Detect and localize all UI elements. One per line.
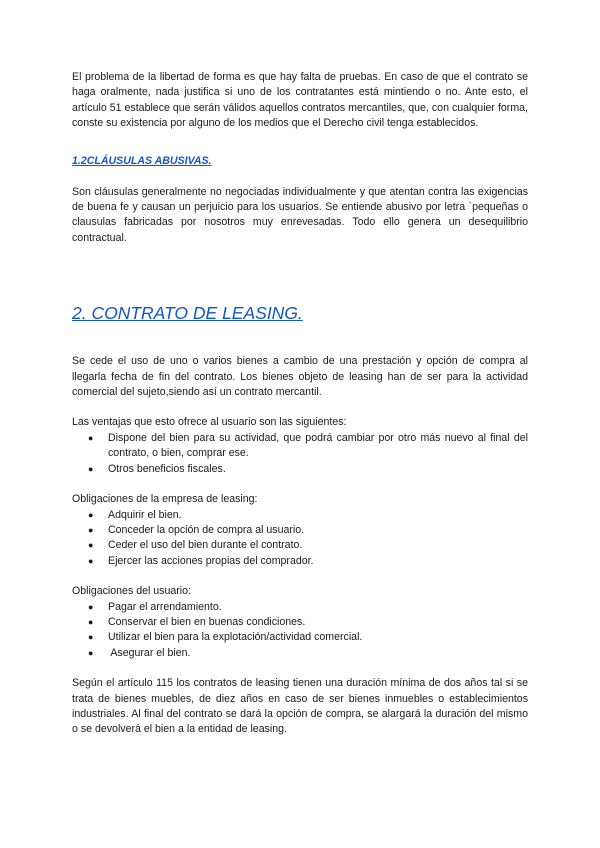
list-item-text: Asegurar el bien. xyxy=(108,646,191,659)
document-page xyxy=(72,70,528,738)
list-item-text: Ejercer las acciones propias del comprador. xyxy=(108,554,314,567)
bullet-icon: ● xyxy=(88,616,94,627)
bullet-icon: ● xyxy=(88,509,94,520)
bullet-icon: ● xyxy=(88,601,94,612)
list-item xyxy=(72,554,528,569)
ventajas-intro: Las ventajas que esto ofrece al usuario son las siguientes: xyxy=(72,416,347,429)
list-item-text: Adquirir el bien. xyxy=(108,508,182,521)
obligaciones-usuario-list xyxy=(72,600,528,662)
bullet-icon: ● xyxy=(88,432,94,443)
list-item xyxy=(72,600,528,615)
list-item xyxy=(72,431,528,462)
obligaciones-empresa-intro: Obligaciones de la empresa de leasing: xyxy=(72,493,258,506)
obligaciones-usuario-intro: Obligaciones del usuario: xyxy=(72,585,191,598)
list-item xyxy=(72,646,528,661)
list-item xyxy=(72,538,528,553)
list-item xyxy=(72,615,528,630)
list-item xyxy=(72,462,528,477)
bullet-icon: ● xyxy=(88,647,94,658)
list-item-text: Dispone del bien para su actividad, que podrá cambiar por otro más nuevo al final del contrato, o bien, comprar ese. xyxy=(108,431,528,460)
list-item-text: Pagar el arrendamiento. xyxy=(108,600,222,613)
section-2-heading[interactable]: 2. CONTRATO DE LEASING. xyxy=(72,303,303,324)
obligaciones-empresa-list xyxy=(72,508,528,570)
list-item-text: Otros beneficios fiscales. xyxy=(108,462,226,475)
ventajas-block xyxy=(72,415,528,477)
leasing-paragraph: Se cede el uso de uno o varios bienes a cambio de una prestación y opción de compra al llegarla fecha de fin del contrato. Los bienes objeto de leasing han de ser para la actividad comercial del sujeto,siendo así un contrato mercantil. xyxy=(72,355,528,399)
list-item-text: Conservar el bien en buenas condiciones. xyxy=(108,615,306,628)
intro-paragraph: El problema de la libertad de forma es que hay falta de pruebas. En caso de que el contrato se haga oralmente, nada justifica si uno de los contratantes está mintiendo o no. Ante esto, el artículo 51 establece que serán válidos aquellos contratos mercantiles, que, con cualquier forma, conste su existencia por alguno de los medios que el Derecho civil tenga establecidos. xyxy=(72,71,528,130)
bullet-icon: ● xyxy=(88,463,94,474)
obligaciones-usuario-block xyxy=(72,584,528,661)
bullet-icon: ● xyxy=(88,632,94,643)
bullet-icon: ● xyxy=(88,555,94,566)
bullet-icon: ● xyxy=(88,524,94,535)
ventajas-list xyxy=(72,431,528,477)
clausulas-paragraph: Son cláusulas generalmente no negociadas individualmente y que atentan contra las exigencias de buena fe y causan un perjuicio para los usuarios. Se entiende abusivo por letra `pequeñas o clausulas fabricadas por nosotros muy enrevesadas. Todo ello genera un desequilibrio contractual. xyxy=(72,185,528,244)
bullet-icon: ● xyxy=(88,540,94,551)
section-1-2-heading[interactable]: 1.2CLÁUSULAS ABUSIVAS. xyxy=(72,154,212,167)
list-item xyxy=(72,630,528,645)
list-item xyxy=(72,523,528,538)
obligaciones-empresa-block xyxy=(72,492,528,569)
list-item-text: Conceder la opción de compra al usuario. xyxy=(108,523,305,536)
list-item-text: Ceder el uso del bien durante el contrato. xyxy=(108,539,303,552)
list-item-text: Utilizar el bien para la explotación/actividad comercial. xyxy=(108,631,363,644)
closing-paragraph: Según el artículo 115 los contratos de leasing tienen una duración mínima de dos años tal si se trata de bienes muebles, de diez años en caso de ser bienes inmuebles o establecimientos industriales. Al final del contrato se dará la opción de compra, se alargará la duración del mismo o se devolverá el bien a la entidad de leasing. xyxy=(72,677,528,736)
list-item xyxy=(72,508,528,523)
